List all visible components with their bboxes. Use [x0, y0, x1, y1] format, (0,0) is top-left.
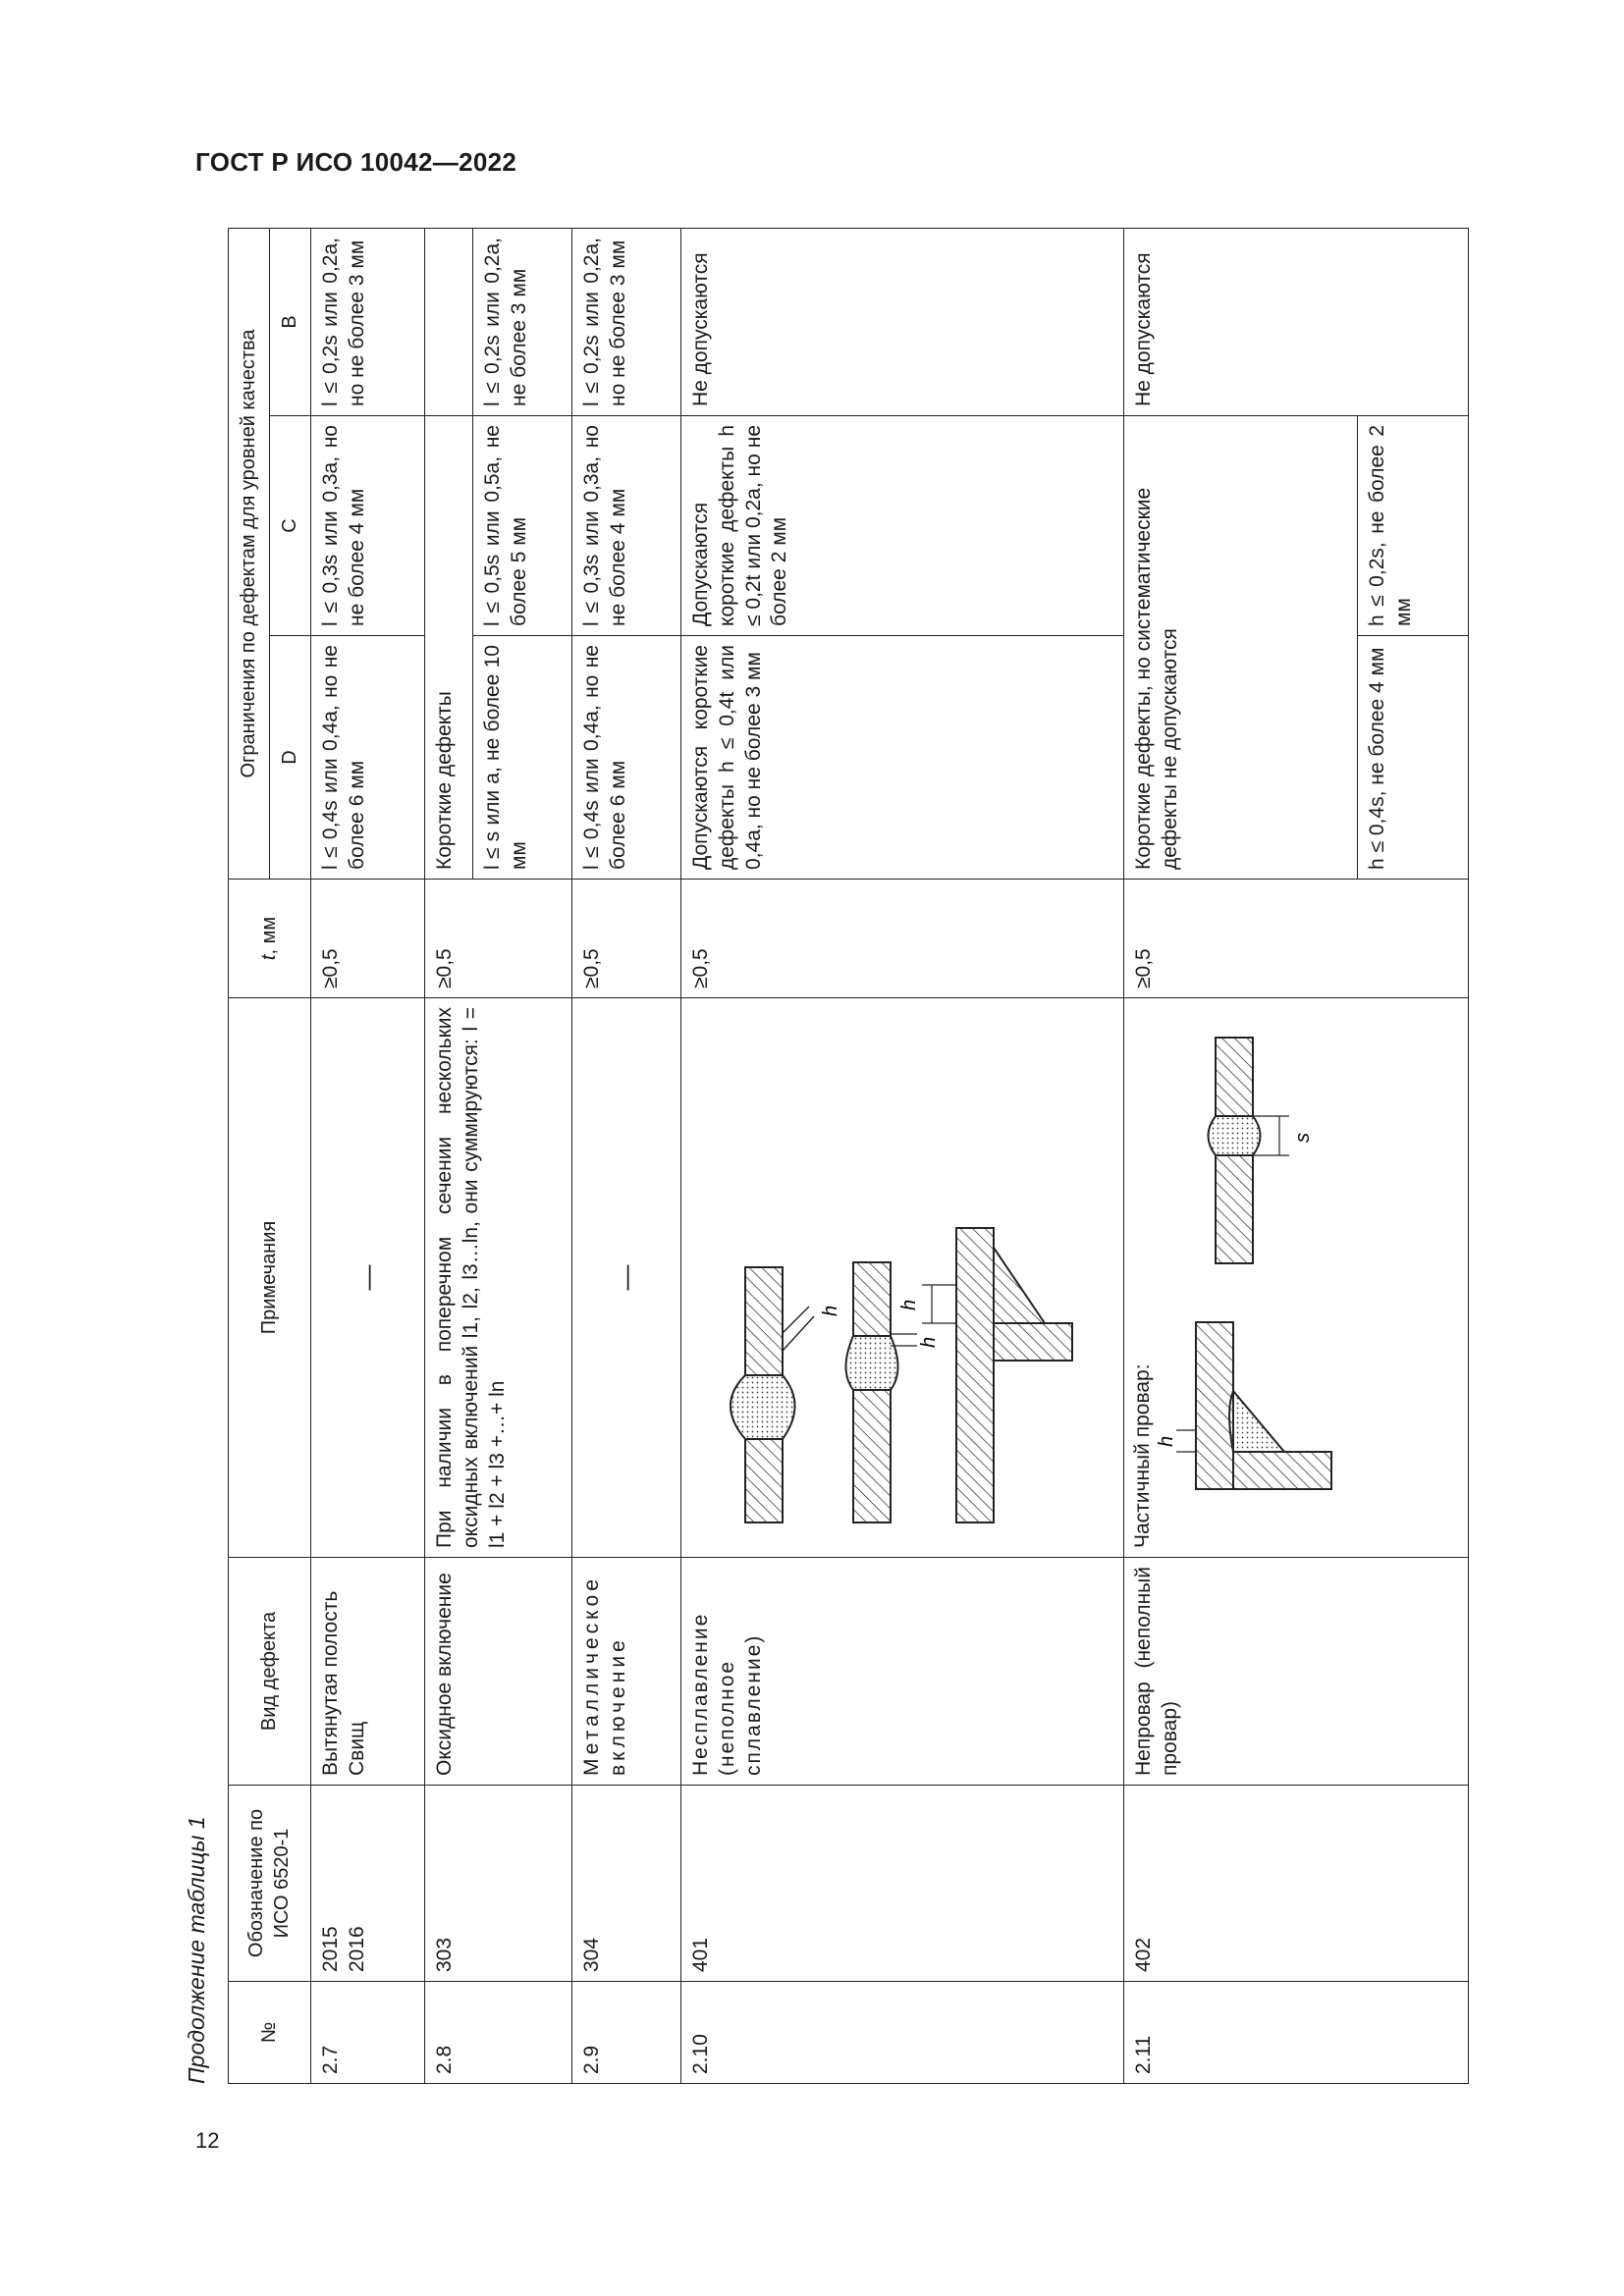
- col-header-type: Вид дефекта: [229, 1558, 311, 1786]
- cell-no: 2.9: [572, 1982, 681, 2084]
- document-header: ГОСТ Р ИСО 10042—2022: [195, 147, 517, 177]
- cell-code: 2015 2016: [311, 1786, 425, 1982]
- fig-label-h: h: [897, 1300, 920, 1311]
- cell-c: h ≤ 0,2s, не более 2 мм: [1357, 416, 1468, 636]
- cell-d: l ≤ 0,4s или 0,4a, но не более 6 мм: [311, 636, 425, 880]
- cell-type: Вытянутая полость Свищ: [311, 1558, 425, 1786]
- notes-text: Частичный провар:: [1130, 1363, 1154, 1548]
- cell-notes: —: [572, 998, 681, 1558]
- cell-d: h ≤ 0,4s, не более 4 мм: [1357, 636, 1468, 880]
- cell-type: Оксидное включение: [425, 1558, 572, 1786]
- col-header-limits: Ограничения по дефектам для уровней качества: [229, 229, 270, 880]
- table-row: [311, 229, 425, 2084]
- cell-b: Не допускаются: [680, 229, 1123, 416]
- cell-t: ≥0,5: [680, 880, 1123, 998]
- butt-joint-sketch-2: [845, 1263, 940, 1523]
- col-header-notes: Примечания: [229, 998, 311, 1558]
- col-header-b: B: [270, 229, 311, 416]
- defects-table: [228, 228, 1469, 2084]
- cell-dc: Короткие дефекты, но систематические дефекты не допускаются: [1123, 416, 1357, 880]
- cell-b: Не допускаются: [1123, 229, 1468, 416]
- cell-d: l ≤ 0,4s или 0,4a, но не более 6 мм: [572, 636, 681, 880]
- page-number: 12: [195, 2128, 220, 2153]
- cell-no: 2.7: [311, 1982, 425, 2084]
- cell-code: 304: [572, 1786, 681, 1982]
- t-joint-sketch: [898, 1229, 1072, 1523]
- cell-code: 303: [425, 1786, 572, 1982]
- butt-joint-partial-sketch: [1208, 1038, 1314, 1263]
- cell-c: Допускаются короткие дефекты h ≤ 0,2t или 0,2a, но не более 2 мм: [680, 416, 1123, 636]
- cell-b: l ≤ 0,2s или 0,2a, но не более 3 мм: [572, 229, 681, 416]
- cell-t: ≥0,5: [572, 880, 681, 998]
- partial-penetration-figure: [1157, 1018, 1422, 1548]
- cell-code: 401: [680, 1786, 1123, 1982]
- cell-c: l ≤ 0,3s или 0,3a, но не более 4 мм: [572, 416, 681, 636]
- lack-of-fusion-figure: [711, 1013, 1094, 1543]
- col-header-c: C: [270, 416, 311, 636]
- cell-c: l ≤ 0,5s или 0,5a, не более 5 мм: [472, 416, 572, 636]
- cell-notes: —: [311, 998, 425, 1558]
- table-row: [425, 229, 473, 2084]
- table-row: [1123, 229, 1357, 2084]
- cell-d: l ≤ s или a, не более 10 мм: [472, 636, 572, 880]
- col-header-d: D: [270, 636, 311, 880]
- col-header-t: t, мм: [229, 880, 311, 998]
- cell-notes: При наличии в поперечном сечении нескольких оксидных включений l1, l2, l3…ln, они суммируются: l = l1 + l2 + l3 +…+ ln: [425, 998, 572, 1558]
- cell-type: Несплавление (неполное сплавление): [680, 1558, 1123, 1786]
- col-header-code: Обозначение по ИСО 6520-1: [229, 1786, 311, 1982]
- cell-d: Допускаются короткие дефекты h ≤ 0,4t или 0,4a, но не более 3 мм: [680, 636, 1123, 880]
- cell-code: 402: [1123, 1786, 1468, 1982]
- cell-no: 2.8: [425, 1982, 572, 2084]
- fig-label-h: h: [819, 1306, 841, 1317]
- fig-label-h: h: [1156, 1435, 1177, 1447]
- cell-notes-figure: [1123, 998, 1468, 1558]
- cell-c: l ≤ 0,3s или 0,3a, но не более 4 мм: [311, 416, 425, 636]
- table-row: [572, 229, 681, 2084]
- cell-type: Металлическое включение: [572, 1558, 681, 1786]
- butt-joint-sketch-1: [731, 1268, 841, 1523]
- table-caption: Продолжение таблицы 1: [184, 1816, 209, 2084]
- cell-t: ≥0,5: [1123, 880, 1357, 998]
- cell-t: ≥0,5: [311, 880, 425, 998]
- t-joint-partial-sketch: [1157, 1322, 1331, 1489]
- fig-label-s: s: [1291, 1133, 1314, 1143]
- table-row: [680, 229, 1123, 2084]
- cell-type: Непровар (неполный провар): [1123, 1558, 1468, 1786]
- fig-label-h: h: [917, 1337, 940, 1349]
- cell-no: 2.11: [1123, 1982, 1468, 2084]
- cell-notes-figure: [680, 998, 1123, 1558]
- cell-b-empty: [425, 229, 473, 416]
- rotated-table-container: [177, 229, 1469, 2084]
- cell-no: 2.10: [680, 1982, 1123, 2084]
- cell-t-empty: [1357, 880, 1468, 998]
- cell-b: l ≤ 0,2s или 0,2a, не более 3 мм: [472, 229, 572, 416]
- cell-b: l ≤ 0,2s или 0,2a, но не более 3 мм: [311, 229, 425, 416]
- cell-dc-label: Короткие дефекты: [425, 416, 473, 880]
- col-header-no: №: [229, 1982, 311, 2084]
- cell-t: ≥0,5: [425, 880, 572, 998]
